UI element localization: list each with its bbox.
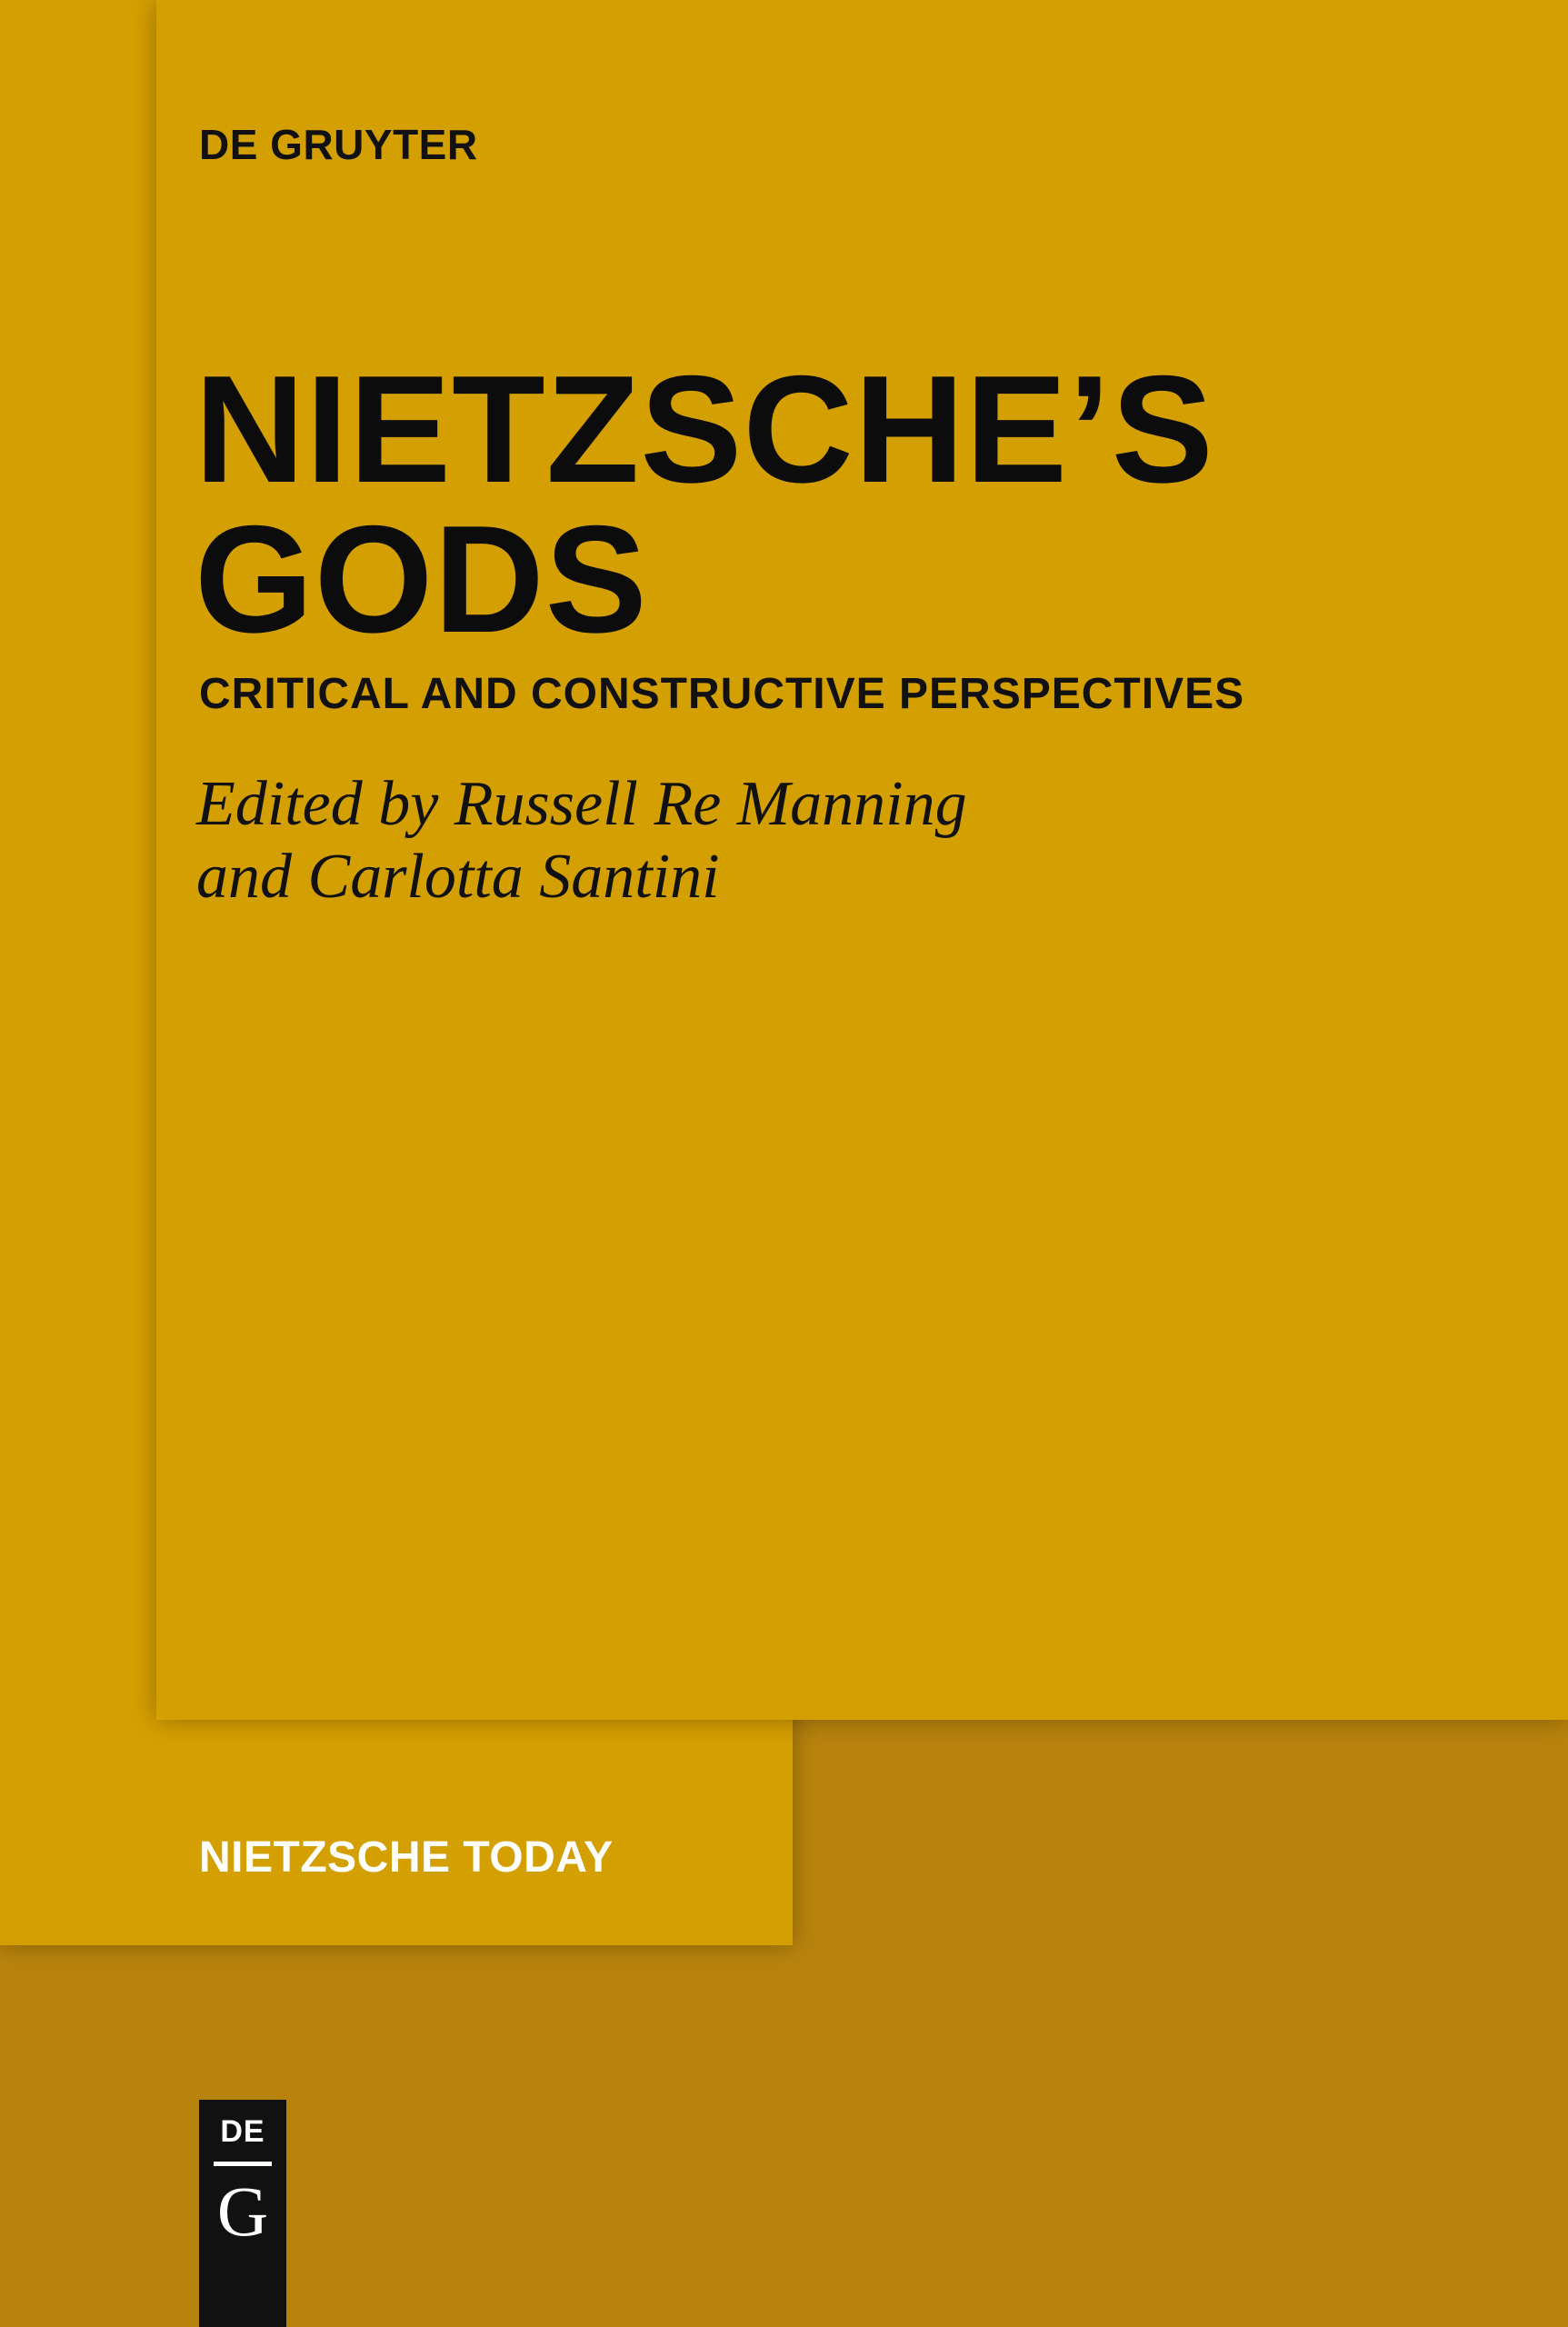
editors-line-1: Edited by Russell Re Manning bbox=[196, 769, 967, 839]
series-name: NIETZSCHE TODAY bbox=[199, 1833, 614, 1882]
editors-line-2: and Carlotta Santini bbox=[196, 842, 720, 912]
editors-credit bbox=[196, 768, 967, 914]
de-gruyter-logo bbox=[199, 2100, 286, 2327]
publisher-name: DE GRUYTER bbox=[199, 121, 478, 168]
logo-de-text: DE bbox=[220, 2114, 265, 2149]
title-line-2: GODS bbox=[195, 494, 648, 664]
book-subtitle: CRITICAL AND CONSTRUCTIVE PERSPECTIVES bbox=[199, 670, 1245, 718]
logo-g-letter: G bbox=[216, 2172, 269, 2251]
book-title bbox=[195, 344, 1214, 664]
title-line-1: NIETZSCHE’S bbox=[195, 344, 1214, 514]
logo-divider bbox=[214, 2162, 272, 2166]
